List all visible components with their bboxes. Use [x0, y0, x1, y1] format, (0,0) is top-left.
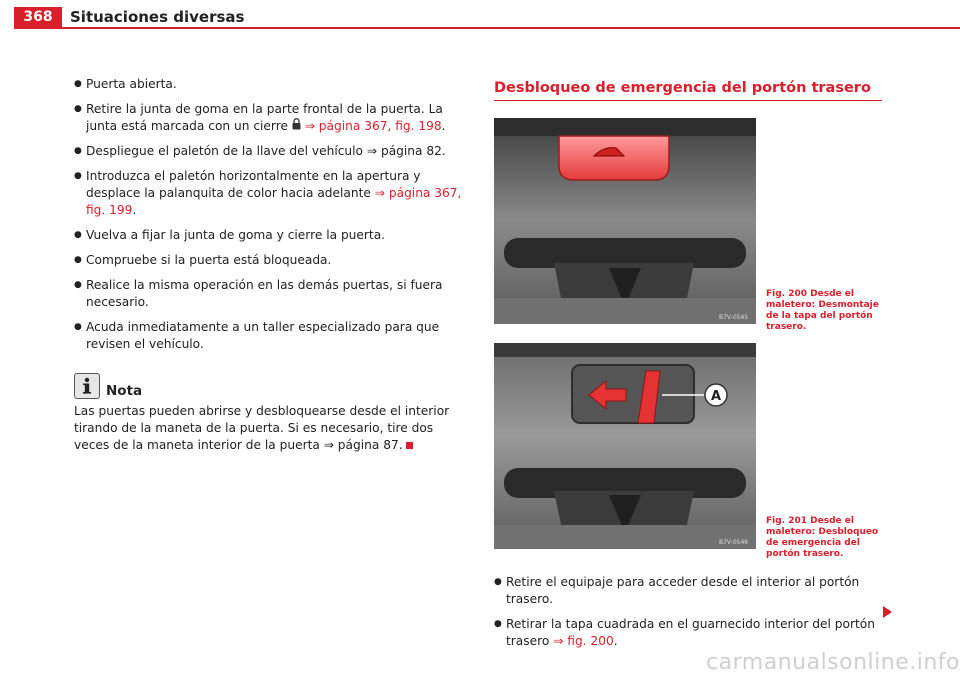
- callout-label-a: A: [710, 389, 722, 404]
- bullet-item: ● Retirar la tapa cuadrada en el guarnecido interior del portón trasero ⇒ fig. 200.: [494, 616, 879, 650]
- next-page-icon[interactable]: [883, 606, 892, 618]
- bullet-item: ● Despliegue el paletón de la llave del vehículo ⇒ página 82.: [74, 143, 469, 160]
- bullet-item: ● Retire la junta de goma en la parte frontal de la puerta. La junta está marcada con un cierre ⇒ página 367, fig. 198.: [74, 101, 469, 135]
- page-header: [0, 0, 960, 34]
- bullet-item: ● Realice la misma operación en las demás puertas, si fuera necesario.: [74, 277, 469, 311]
- tailgate-cover-illustration: [494, 118, 756, 324]
- emergency-unlock-title: Desbloqueo de emergencia del portón trasero: [494, 80, 882, 101]
- lock-icon: [292, 119, 301, 133]
- section-title: Situaciones diversas: [70, 8, 245, 26]
- link-fig-200[interactable]: ⇒ fig. 200: [553, 634, 614, 648]
- link-page-367-fig-199[interactable]: ⇒ página 367, fig. 199: [86, 186, 462, 217]
- bullet-item: ● Compruebe si la puerta está bloqueada.: [74, 252, 469, 269]
- end-mark: [406, 442, 413, 449]
- figure-code: B7V-0545: [719, 314, 749, 321]
- note-text: Las puertas pueden abrirse y desbloquearse desde el interior tirando de la maneta de la puerta. Si es necesario, tire dos veces de la maneta interior de la puerta ⇒ página 87.: [74, 404, 450, 452]
- figure-201-caption: Fig. 201 Desde el maletero: Desbloqueo de emergencia del portón trasero.: [766, 516, 879, 559]
- watermark: carmanualsonline.info: [706, 650, 960, 675]
- page-number: 368: [14, 7, 62, 28]
- ref-page-82: ⇒ página 82: [366, 144, 442, 158]
- info-icon: [74, 373, 100, 399]
- figure-200-caption: Fig. 200 Desde el maletero: Desmontaje de la tapa del portón trasero.: [766, 289, 879, 332]
- figure-201: [494, 343, 756, 549]
- bullet-item: ● Introduzca el paletón horizontalmente en la apertura y desplace la palanquita de color hacia adelante ⇒ página 367, fig. 199.: [74, 168, 469, 219]
- right-bullets: [494, 574, 879, 658]
- ref-page-87: ⇒ página 87: [323, 438, 399, 452]
- bullet-item: ● Acuda inmediatamente a un taller especializado para que revisen el vehículo.: [74, 319, 469, 353]
- header-rule: [14, 27, 960, 29]
- figure-200: [494, 118, 756, 324]
- emergency-release-illustration: [494, 343, 756, 549]
- note-box: [74, 373, 469, 454]
- bullet-item: ● Vuelva a fijar la junta de goma y cierre la puerta.: [74, 227, 469, 244]
- bullet-item: ● Retire el equipaje para acceder desde el interior al portón trasero.: [494, 574, 879, 608]
- left-column: [74, 76, 469, 454]
- bullet-item: ● Puerta abierta.: [74, 76, 469, 93]
- note-title: Nota: [106, 383, 143, 399]
- figure-code: B7V-0546: [719, 539, 749, 546]
- link-page-367-fig-198[interactable]: ⇒ página 367, fig. 198: [304, 119, 442, 133]
